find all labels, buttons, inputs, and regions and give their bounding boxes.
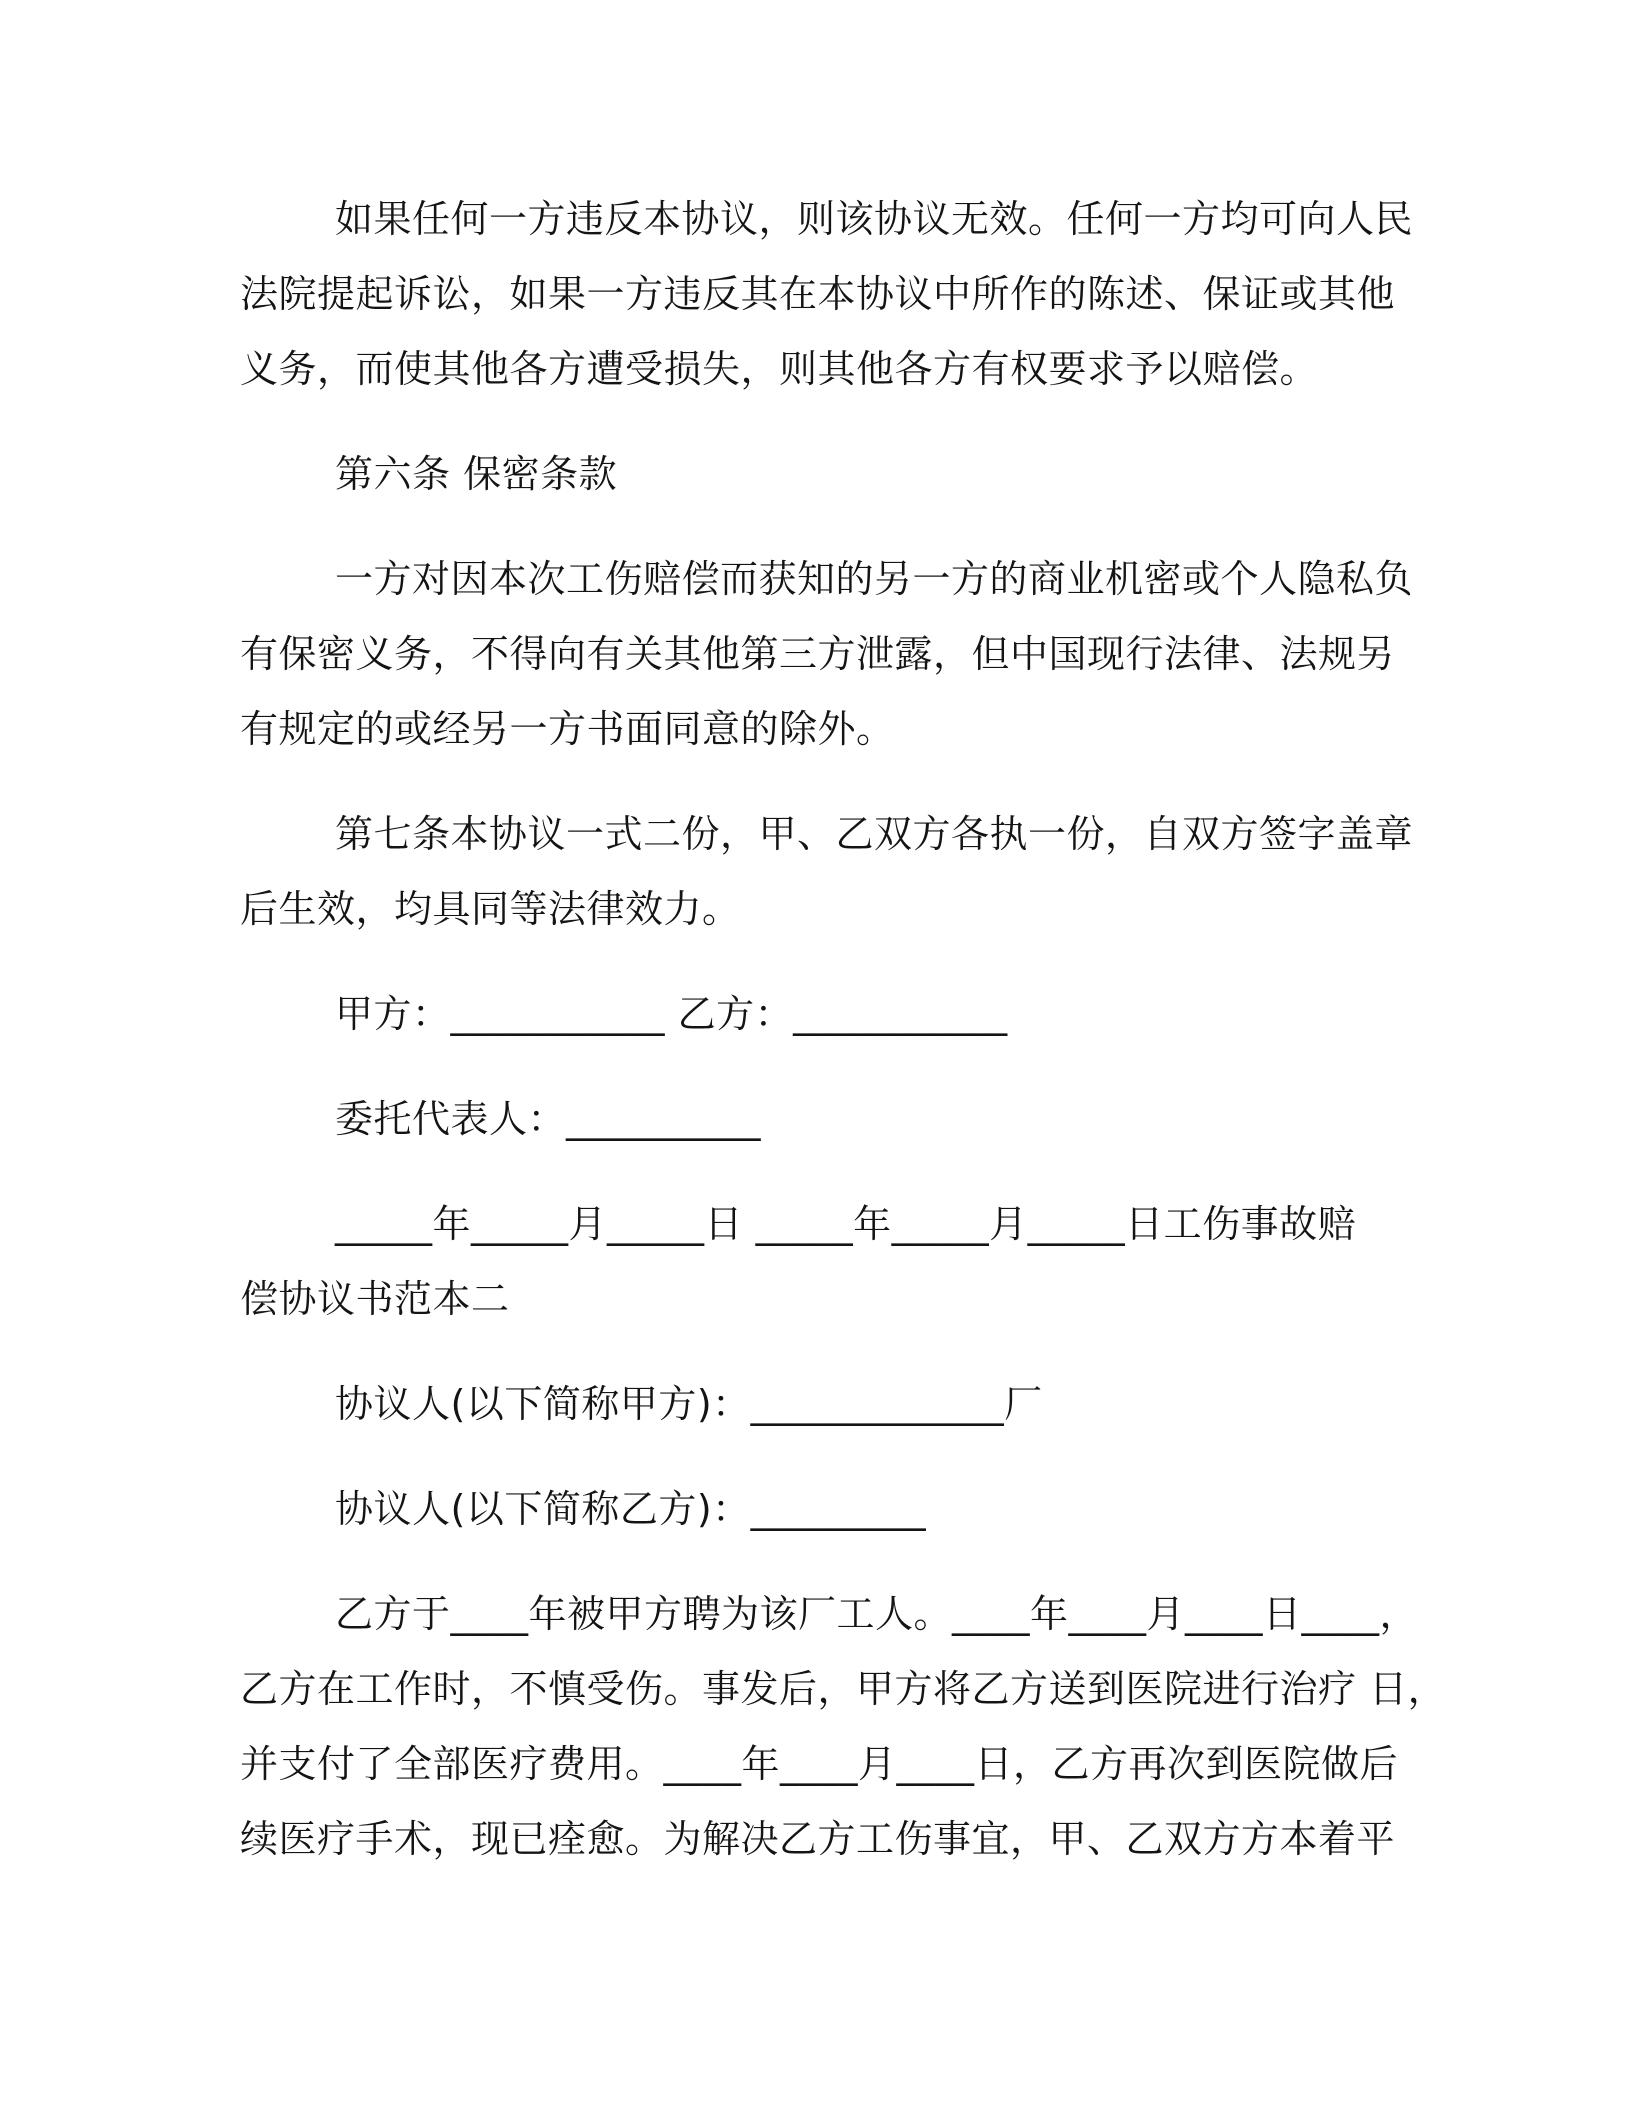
party-b-line: 协议人(以下简称乙方)：_________ [335, 1487, 927, 1531]
paragraph-line: 第七条本协议一式二份，甲、乙双方各执一份，自双方签字盖章 [335, 812, 1414, 856]
party-a-line: 协议人(以下简称甲方)：_____________厂 [335, 1382, 1043, 1426]
paragraph-line: 有保密义务，不得向有关其他第三方泄露，但中国现行法律、法规另 [240, 632, 1396, 676]
paragraph-line: 乙方于____年被甲方聘为该厂工人。____年____月____日____， [335, 1592, 1419, 1636]
paragraph-line: 续医疗手术，现已痊愈。为解决乙方工伤事宜，甲、乙双方方本着平 [240, 1817, 1396, 1861]
date-line: _____年_____月_____日 _____年_____月_____日工伤事故赔 [335, 1202, 1357, 1246]
paragraph-line: 法院提起诉讼，如果一方违反其在本协议中所作的陈述、保证或其他 [240, 272, 1396, 316]
paragraph-line: 并支付了全部医疗费用。____年____月____日，乙方再次到医院做后 [240, 1742, 1399, 1786]
paragraph-line: 如果任何一方违反本协议，则该协议无效。任何一方均可向人民 [335, 197, 1414, 241]
signature-line-representative: 委托代表人：__________ [335, 1097, 762, 1141]
paragraph-line: 义务，而使其他各方遭受损失，则其他各方有权要求予以赔偿。 [240, 347, 1319, 391]
signature-line-parties: 甲方：___________ 乙方：___________ [335, 992, 1008, 1036]
paragraph-line: 有规定的或经另一方书面同意的除外。 [240, 707, 895, 751]
paragraph-line: 一方对因本次工伤赔偿而获知的另一方的商业机密或个人隐私负 [335, 557, 1414, 601]
section-heading: 第六条 保密条款 [335, 452, 618, 496]
paragraph-line: 乙方在工作时，不慎受伤。事发后，甲方将乙方送到医院进行治疗 日， [240, 1667, 1447, 1711]
paragraph-line: 后生效，均具同等法律效力。 [240, 887, 741, 931]
template-title-line: 偿协议书范本二 [240, 1277, 510, 1321]
